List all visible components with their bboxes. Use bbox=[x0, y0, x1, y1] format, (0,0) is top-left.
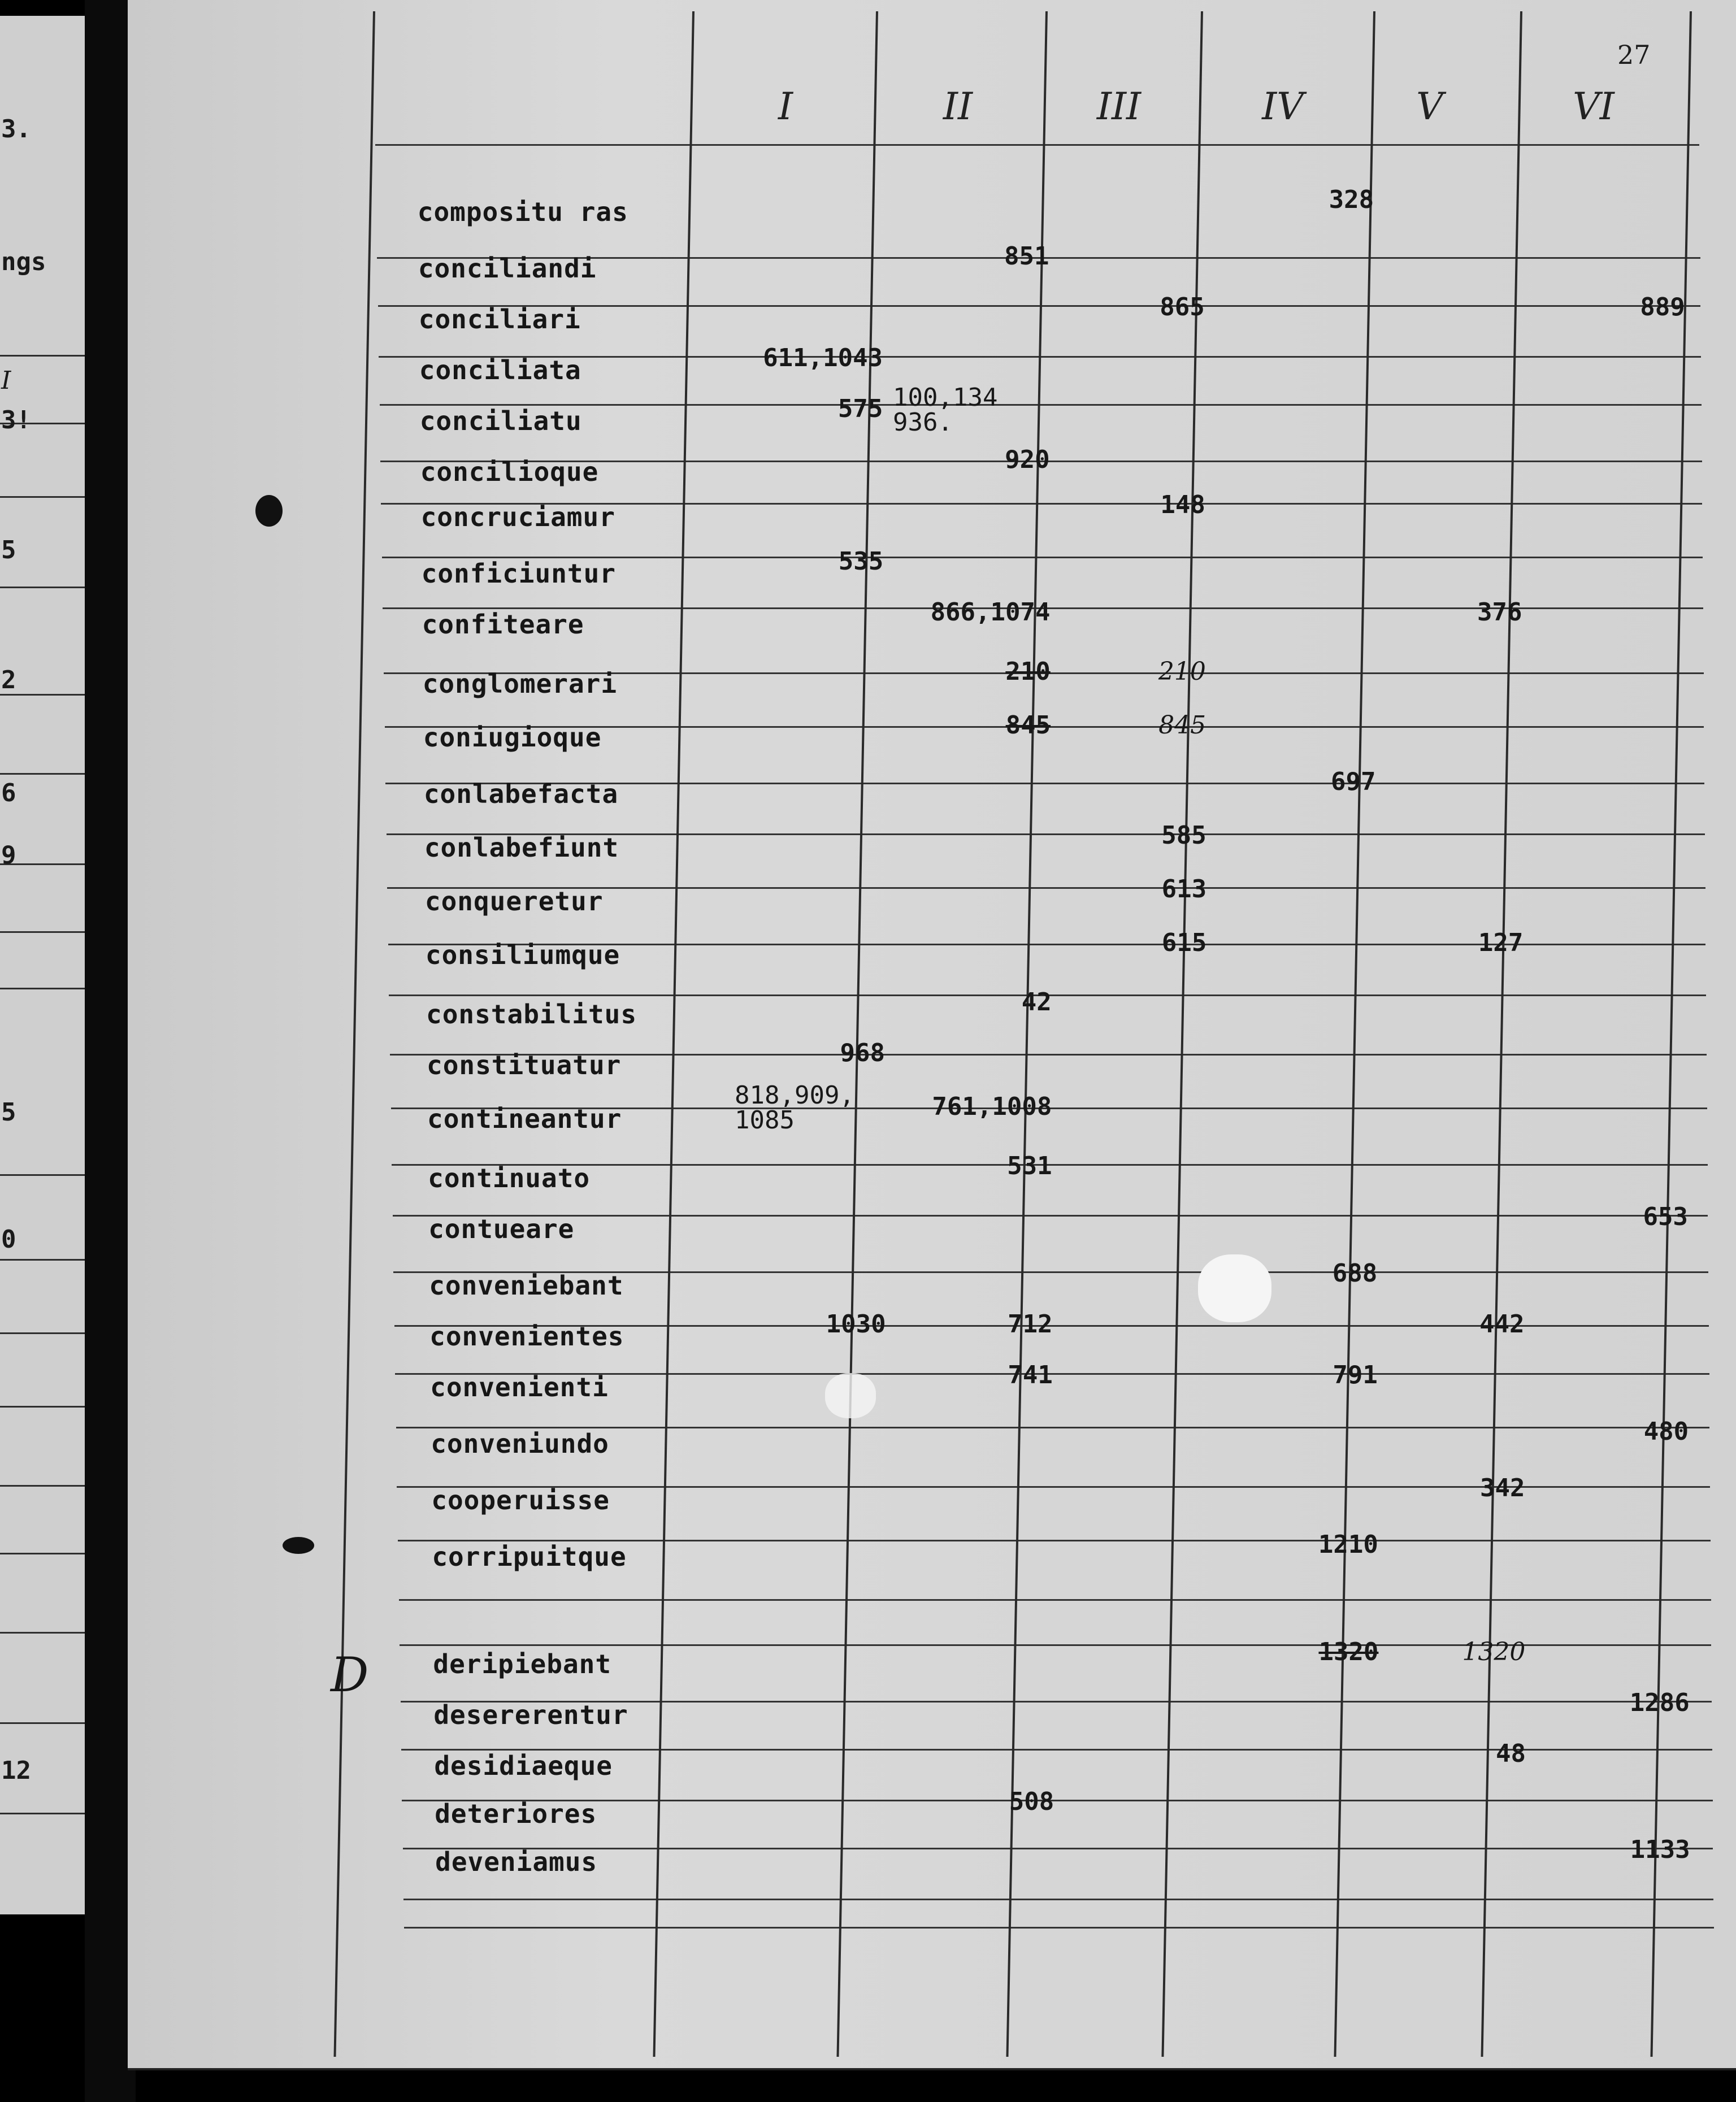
cell-value-III: 865 bbox=[1160, 293, 1205, 322]
row-word: conveniebant bbox=[429, 1270, 624, 1301]
row-word: deteriores bbox=[435, 1799, 597, 1829]
row-rule bbox=[404, 1927, 1714, 1929]
cell-value-I: 575 bbox=[837, 394, 883, 423]
row-word: contueare bbox=[428, 1214, 575, 1244]
left-page-text: I bbox=[1, 366, 11, 395]
cell-value-III: 148 bbox=[1160, 490, 1205, 519]
paper-damage-spot bbox=[1198, 1254, 1271, 1322]
cell-value-II: 100,134 936. bbox=[893, 383, 998, 437]
row-word: conveniundo bbox=[431, 1428, 609, 1459]
left-page-text: ngs bbox=[1, 247, 46, 276]
cell-value-I: 968 bbox=[840, 1039, 885, 1067]
cell-value-II: 866,1074 bbox=[930, 598, 1051, 627]
cell-value-I: 535 bbox=[838, 547, 884, 576]
row-word: contineantur bbox=[427, 1104, 622, 1134]
cell-value-III: 210 bbox=[1158, 657, 1206, 686]
cell-value-IV: 1320 bbox=[1318, 1638, 1379, 1666]
column-header-VI: VI bbox=[1573, 85, 1615, 128]
cell-value-V: 376 bbox=[1477, 598, 1522, 627]
cell-value-II: 920 bbox=[1005, 445, 1050, 474]
row-word: desidiaeque bbox=[434, 1751, 613, 1781]
cell-value-VI: 480 bbox=[1643, 1417, 1689, 1446]
row-word: conciliata bbox=[419, 355, 581, 385]
row-word: conlabefiunt bbox=[424, 832, 619, 863]
row-rule bbox=[402, 1800, 1712, 1801]
row-word: coniugioque bbox=[423, 722, 602, 753]
row-word: conciliandi bbox=[418, 253, 597, 284]
cell-value-IV: 328 bbox=[1329, 185, 1374, 214]
row-rule bbox=[403, 1848, 1713, 1849]
row-word: deripiebant bbox=[433, 1649, 612, 1679]
column-header-I: I bbox=[778, 85, 793, 128]
row-rule bbox=[393, 1215, 1708, 1217]
left-page-text: 0 bbox=[1, 1225, 16, 1254]
cell-value-V: 48 bbox=[1496, 1739, 1526, 1768]
cell-value-II: 845 bbox=[1005, 711, 1051, 740]
cell-value-IV: 688 bbox=[1332, 1259, 1378, 1288]
column-header-IV: IV bbox=[1262, 85, 1304, 128]
left-page-text: 5 bbox=[1, 536, 16, 564]
row-word: consiliumque bbox=[425, 940, 620, 970]
row-word: conlabefacta bbox=[423, 779, 619, 809]
cell-value-II: 851 bbox=[1004, 242, 1049, 271]
cell-value-III: 585 bbox=[1161, 821, 1206, 850]
column-header-II: II bbox=[943, 85, 973, 128]
cell-value-II: 741 bbox=[1008, 1361, 1053, 1389]
row-word: concruciamur bbox=[420, 502, 615, 532]
cell-value-V: 342 bbox=[1480, 1474, 1525, 1502]
row-rule bbox=[403, 1899, 1713, 1900]
left-page-text: 2 bbox=[1, 666, 16, 694]
row-rule bbox=[375, 144, 1699, 146]
cell-value-II: 761,1008 bbox=[932, 1092, 1052, 1121]
left-page-text: 6 bbox=[1, 779, 16, 807]
row-word: constituatur bbox=[427, 1050, 622, 1080]
cell-value-IV: 791 bbox=[1333, 1361, 1378, 1389]
cell-value-I: 818,909, 1085 bbox=[735, 1081, 854, 1135]
row-word: continuato bbox=[428, 1163, 591, 1193]
row-word: concilioque bbox=[420, 457, 599, 487]
cell-value-VI: 889 bbox=[1640, 293, 1685, 322]
cell-value-V: 127 bbox=[1478, 928, 1524, 957]
row-word: conciliatu bbox=[419, 406, 582, 436]
cell-value-II: 712 bbox=[1008, 1310, 1053, 1339]
cell-value-IV: 697 bbox=[1330, 767, 1376, 796]
left-page-text: 3. bbox=[1, 115, 31, 144]
left-page-text: 9 bbox=[1, 841, 16, 870]
cell-value-VI: 653 bbox=[1643, 1202, 1688, 1231]
row-word: confiteare bbox=[422, 609, 584, 640]
row-word: conqueretur bbox=[424, 886, 604, 917]
row-word: cooperuisse bbox=[431, 1485, 610, 1515]
cell-value-VI: 1133 bbox=[1630, 1835, 1690, 1864]
cell-value-VI: 1286 bbox=[1629, 1688, 1690, 1717]
cell-value-I: 1030 bbox=[826, 1310, 886, 1339]
paper-damage-spot bbox=[825, 1373, 876, 1418]
row-word: conficiuntur bbox=[421, 558, 616, 589]
cell-value-V: 1320 bbox=[1462, 1638, 1526, 1666]
section-letter: D bbox=[331, 1647, 369, 1703]
row-word: compositu ras bbox=[417, 197, 628, 227]
cell-value-I: 611,1043 bbox=[763, 344, 883, 372]
row-word: conglomerari bbox=[422, 668, 618, 699]
row-word: conciliari bbox=[418, 304, 581, 335]
left-page-text: 3! bbox=[1, 406, 31, 435]
row-word: convenientes bbox=[429, 1321, 624, 1352]
row-rule bbox=[399, 1599, 1711, 1601]
cell-value-III: 613 bbox=[1161, 875, 1207, 904]
page-number: 27 bbox=[1617, 40, 1651, 70]
cell-value-II: 210 bbox=[1005, 657, 1051, 686]
left-page-text: 12 bbox=[1, 1756, 31, 1785]
row-word: convenienti bbox=[430, 1372, 609, 1402]
cell-value-II: 531 bbox=[1007, 1152, 1052, 1180]
ink-blot bbox=[283, 1537, 314, 1554]
cell-value-IV: 1210 bbox=[1318, 1530, 1378, 1559]
ink-blot bbox=[255, 495, 283, 527]
cell-value-V: 442 bbox=[1479, 1310, 1525, 1339]
column-header-III: III bbox=[1096, 85, 1142, 128]
row-word: deveniamus bbox=[435, 1847, 598, 1877]
cell-value-II: 508 bbox=[1009, 1787, 1054, 1816]
row-word: constabilitus bbox=[426, 999, 637, 1030]
row-word: corripuitque bbox=[432, 1541, 627, 1572]
cell-value-II: 42 bbox=[1021, 988, 1052, 1017]
left-page-text: 5 bbox=[1, 1098, 16, 1127]
cell-value-III: 615 bbox=[1161, 928, 1207, 957]
row-word: desererentur bbox=[433, 1700, 628, 1730]
cell-value-III: 845 bbox=[1158, 711, 1206, 740]
column-header-V: V bbox=[1416, 85, 1443, 128]
